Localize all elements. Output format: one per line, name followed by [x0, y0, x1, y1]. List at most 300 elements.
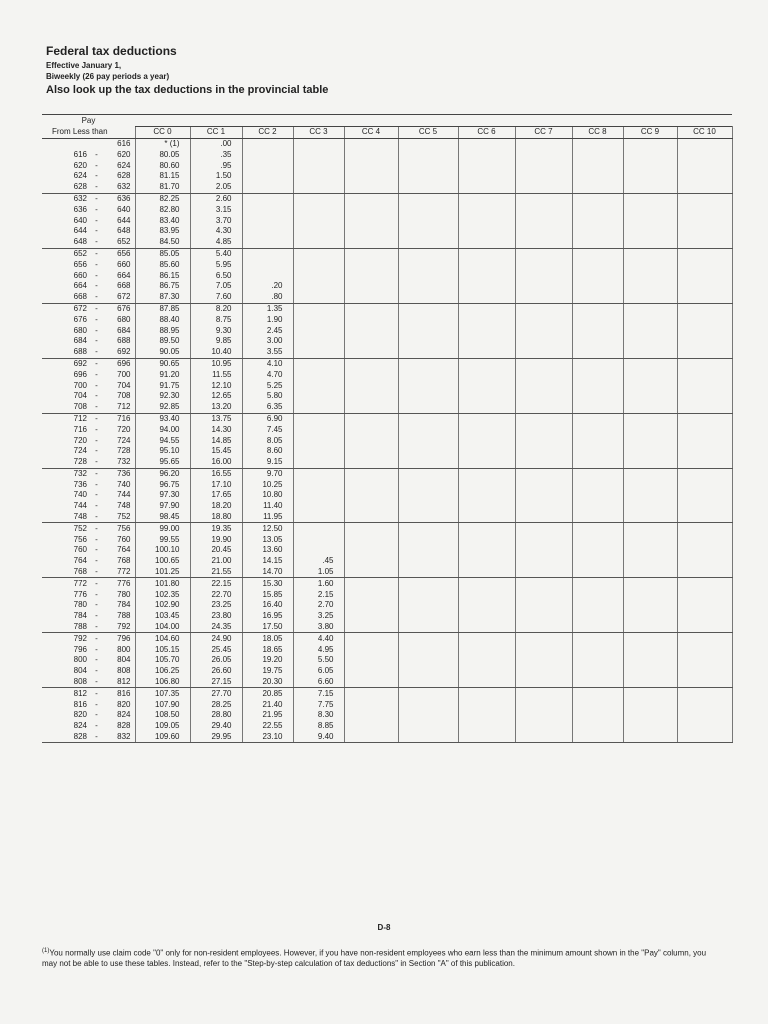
table-row — [42, 622, 732, 633]
deduction-cc6 — [458, 149, 515, 160]
deduction-cc5 — [398, 171, 458, 182]
pay-less-than: 760 — [117, 534, 131, 544]
deduction-cc3 — [293, 457, 344, 468]
pay-from: 624 — [73, 171, 87, 181]
deduction-cc7 — [515, 710, 572, 721]
footnote — [42, 946, 722, 969]
deduction-cc8 — [572, 358, 623, 369]
deduction-cc5 — [398, 732, 458, 743]
table-row — [42, 446, 732, 457]
deduction-cc5 — [398, 490, 458, 501]
deduction-cc0: 101.80 — [135, 578, 190, 589]
deduction-cc2: 12.50 — [242, 523, 293, 534]
pay-less-than: 776 — [117, 578, 131, 588]
deduction-cc10 — [677, 270, 732, 281]
deduction-cc6 — [458, 424, 515, 435]
deduction-cc1: 23.80 — [190, 611, 242, 622]
deduction-cc9 — [623, 237, 677, 248]
deduction-cc7 — [515, 325, 572, 336]
table-row — [42, 523, 732, 534]
deduction-cc1: 19.35 — [190, 523, 242, 534]
deduction-cc2 — [242, 259, 293, 270]
deduction-cc5 — [398, 435, 458, 446]
deduction-cc0: 88.40 — [135, 314, 190, 325]
pay-from: 740 — [73, 490, 87, 500]
deduction-cc9 — [623, 248, 677, 259]
pay-less-than: 692 — [103, 347, 135, 358]
deduction-cc3 — [293, 160, 344, 171]
deduction-cc5 — [398, 556, 458, 567]
deduction-cc5 — [398, 699, 458, 710]
deduction-cc7 — [515, 347, 572, 358]
deduction-cc5 — [398, 721, 458, 732]
deduction-cc10 — [677, 292, 732, 303]
deduction-cc2: .80 — [242, 292, 293, 303]
deduction-cc8 — [572, 490, 623, 501]
deduction-cc6 — [458, 336, 515, 347]
page-number: D-8 — [377, 923, 391, 932]
deduction-cc3 — [293, 534, 344, 545]
deduction-cc9 — [623, 446, 677, 457]
range-dash: - — [95, 259, 98, 269]
deduction-cc0: 91.20 — [135, 369, 190, 380]
pay-from: 808 — [42, 677, 90, 688]
table-row — [42, 611, 732, 622]
deduction-cc4 — [344, 490, 398, 501]
deduction-cc10 — [677, 193, 732, 204]
deduction-cc9 — [623, 721, 677, 732]
pay-from: 684 — [73, 336, 87, 346]
pay-less-than: 676 — [117, 303, 131, 313]
column-header-cc4: CC 4 — [344, 126, 398, 138]
pay-from: 792 — [73, 633, 87, 643]
deduction-cc8 — [572, 413, 623, 424]
deduction-cc3 — [293, 545, 344, 556]
deduction-cc4 — [344, 303, 398, 314]
table-row — [42, 578, 732, 589]
deduction-cc2: 19.75 — [242, 666, 293, 677]
range-dash: - — [90, 457, 103, 468]
deduction-cc7 — [515, 281, 572, 292]
deduction-cc0: 97.30 — [135, 490, 190, 501]
deduction-cc5 — [398, 336, 458, 347]
deduction-cc6 — [458, 677, 515, 688]
range-dash: - — [95, 644, 98, 654]
range-dash: - — [95, 435, 98, 445]
deduction-cc8 — [572, 688, 623, 699]
deduction-cc3 — [293, 171, 344, 182]
deduction-cc9 — [623, 479, 677, 490]
deduction-cc10 — [677, 303, 732, 314]
deduction-cc1: 5.95 — [190, 259, 242, 270]
pay-less-than: 648 — [117, 226, 131, 236]
deduction-cc7 — [515, 556, 572, 567]
deduction-cc6 — [458, 732, 515, 743]
deduction-cc5 — [398, 457, 458, 468]
deduction-cc3: 4.40 — [293, 633, 344, 644]
deduction-cc8 — [572, 699, 623, 710]
deduction-cc9 — [623, 666, 677, 677]
deduction-cc3 — [293, 193, 344, 204]
deduction-cc9 — [623, 149, 677, 160]
deduction-cc7 — [515, 523, 572, 534]
deduction-cc6 — [458, 347, 515, 358]
deduction-cc6 — [458, 611, 515, 622]
document-title: Federal tax deductions — [46, 44, 177, 58]
deduction-cc10 — [677, 226, 732, 237]
range-dash: - — [95, 655, 98, 665]
pay-from: 768 — [42, 567, 90, 578]
deduction-cc7 — [515, 149, 572, 160]
table-row — [42, 479, 732, 490]
deduction-cc2: 18.65 — [242, 644, 293, 655]
deduction-cc7 — [515, 226, 572, 237]
deduction-cc9 — [623, 325, 677, 336]
range-dash: - — [90, 182, 103, 193]
deduction-cc4 — [344, 248, 398, 259]
deduction-cc7 — [515, 501, 572, 512]
pay-from: 760 — [73, 545, 87, 555]
deduction-cc10 — [677, 567, 732, 578]
deduction-cc4 — [344, 160, 398, 171]
pay-from: 816 — [73, 699, 87, 709]
deduction-cc8 — [572, 479, 623, 490]
deduction-cc0: 88.95 — [135, 325, 190, 336]
pay-from: 748 — [42, 512, 90, 523]
deduction-cc4 — [344, 732, 398, 743]
deduction-cc3: 7.75 — [293, 699, 344, 710]
deduction-cc4 — [344, 523, 398, 534]
deduction-cc4 — [344, 457, 398, 468]
deduction-cc6 — [458, 435, 515, 446]
deduction-cc5 — [398, 182, 458, 193]
range-dash: - — [95, 556, 98, 566]
range-dash: - — [95, 369, 98, 379]
pay-less-than: 800 — [117, 644, 131, 654]
column-header-cc6: CC 6 — [458, 126, 515, 138]
deduction-cc6 — [458, 578, 515, 589]
deduction-cc0: 86.15 — [135, 270, 190, 281]
pay-from: 804 — [73, 666, 87, 676]
deduction-cc9 — [623, 589, 677, 600]
deduction-cc2: 7.45 — [242, 424, 293, 435]
deduction-cc4 — [344, 237, 398, 248]
deduction-cc8 — [572, 633, 623, 644]
deduction-cc3: 5.50 — [293, 655, 344, 666]
deduction-cc6 — [458, 490, 515, 501]
pay-from: 696 — [73, 369, 87, 379]
deduction-cc5 — [398, 688, 458, 699]
pay-less-than: 824 — [117, 710, 131, 720]
deduction-cc1: 21.55 — [190, 567, 242, 578]
deduction-cc0: 92.30 — [135, 391, 190, 402]
deduction-cc10 — [677, 534, 732, 545]
deduction-cc6 — [458, 369, 515, 380]
pay-from: 648 — [42, 237, 90, 248]
deduction-cc10 — [677, 490, 732, 501]
deduction-cc2: 16.95 — [242, 611, 293, 622]
deduction-cc7 — [515, 512, 572, 523]
deduction-cc2: 9.70 — [242, 468, 293, 479]
table-row — [42, 655, 732, 666]
deduction-cc5 — [398, 149, 458, 160]
range-dash: - — [95, 699, 98, 709]
table-row — [42, 215, 732, 226]
deduction-cc0: 85.05 — [135, 248, 190, 259]
deduction-cc3 — [293, 523, 344, 534]
pay-from: 668 — [42, 292, 90, 303]
deduction-cc8 — [572, 314, 623, 325]
range-dash: - — [95, 721, 98, 731]
deduction-cc7 — [515, 468, 572, 479]
deduction-cc5 — [398, 215, 458, 226]
table-row — [42, 303, 732, 314]
deduction-cc6 — [458, 171, 515, 182]
deduction-cc5 — [398, 523, 458, 534]
deduction-cc6 — [458, 248, 515, 259]
deduction-cc2: 10.80 — [242, 490, 293, 501]
deduction-cc2: 8.60 — [242, 446, 293, 457]
deduction-cc7 — [515, 446, 572, 457]
deduction-cc5 — [398, 545, 458, 556]
range-dash: - — [95, 303, 98, 313]
deduction-cc6 — [458, 204, 515, 215]
deduction-cc7 — [515, 457, 572, 468]
deduction-cc2: 15.30 — [242, 578, 293, 589]
pay-less-than: 804 — [117, 655, 131, 665]
deduction-cc10 — [677, 468, 732, 479]
pay-less-than: 672 — [103, 292, 135, 303]
deduction-cc3 — [293, 424, 344, 435]
deduction-cc3 — [293, 149, 344, 160]
deduction-cc10 — [677, 391, 732, 402]
deduction-cc1: 5.40 — [190, 248, 242, 259]
deduction-cc3 — [293, 248, 344, 259]
deduction-cc0: 102.90 — [135, 600, 190, 611]
deduction-cc8 — [572, 259, 623, 270]
deduction-cc1: 6.50 — [190, 270, 242, 281]
pay-less-than: 616 — [117, 138, 131, 148]
deduction-cc0: 83.95 — [135, 226, 190, 237]
deduction-cc2: 20.30 — [242, 677, 293, 688]
deduction-cc6 — [458, 138, 515, 149]
deduction-cc9 — [623, 171, 677, 182]
deduction-cc3: 3.25 — [293, 611, 344, 622]
range-dash: - — [95, 666, 98, 676]
deduction-cc6 — [458, 160, 515, 171]
deduction-cc5 — [398, 611, 458, 622]
deduction-cc7 — [515, 545, 572, 556]
range-dash: - — [90, 732, 103, 743]
deduction-cc1: 29.95 — [190, 732, 242, 743]
pay-less-than: 668 — [117, 281, 131, 291]
deduction-cc2: 1.35 — [242, 303, 293, 314]
deduction-cc8 — [572, 545, 623, 556]
deduction-cc4 — [344, 600, 398, 611]
deduction-cc10 — [677, 171, 732, 182]
deduction-cc3 — [293, 347, 344, 358]
table-row — [42, 160, 732, 171]
pay-less-than: 680 — [117, 314, 131, 324]
deduction-cc4 — [344, 314, 398, 325]
deduction-cc9 — [623, 303, 677, 314]
deduction-cc10 — [677, 182, 732, 193]
pay-from: 728 — [42, 457, 90, 468]
deduction-cc9 — [623, 644, 677, 655]
range-dash: - — [95, 226, 98, 236]
deduction-cc4 — [344, 534, 398, 545]
deduction-cc5 — [398, 479, 458, 490]
table-row — [42, 721, 732, 732]
deduction-cc2: 6.35 — [242, 402, 293, 413]
range-dash: - — [90, 622, 103, 633]
deduction-cc10 — [677, 446, 732, 457]
deduction-cc7 — [515, 534, 572, 545]
pay-less-than: 628 — [117, 171, 131, 181]
deduction-cc3: .45 — [293, 556, 344, 567]
deduction-cc9 — [623, 193, 677, 204]
deduction-cc8 — [572, 534, 623, 545]
deduction-cc10 — [677, 314, 732, 325]
pay-from: 800 — [73, 655, 87, 665]
footnote-marker: (1) — [42, 948, 50, 954]
pay-from: 616 — [73, 149, 87, 159]
deduction-cc0: 93.40 — [135, 413, 190, 424]
table-row — [42, 237, 732, 248]
deduction-cc10 — [677, 248, 732, 259]
deduction-cc7 — [515, 688, 572, 699]
deduction-cc9 — [623, 688, 677, 699]
pay-less-than: 812 — [103, 677, 135, 688]
deduction-cc10 — [677, 710, 732, 721]
deduction-cc7 — [515, 677, 572, 688]
deduction-cc10 — [677, 413, 732, 424]
deduction-cc5 — [398, 347, 458, 358]
deduction-cc10 — [677, 237, 732, 248]
deduction-cc10 — [677, 424, 732, 435]
deduction-cc10 — [677, 479, 732, 490]
deduction-cc5 — [398, 501, 458, 512]
table-row — [42, 666, 732, 677]
deduction-cc1: 26.05 — [190, 655, 242, 666]
deduction-cc9 — [623, 710, 677, 721]
deduction-cc6 — [458, 512, 515, 523]
deduction-cc8 — [572, 501, 623, 512]
pay-from: 736 — [73, 479, 87, 489]
deduction-cc10 — [677, 347, 732, 358]
deduction-cc0: 82.25 — [135, 193, 190, 204]
pay-from: 784 — [73, 611, 87, 621]
deduction-cc6 — [458, 600, 515, 611]
deduction-cc2: 18.05 — [242, 633, 293, 644]
deduction-cc6 — [458, 325, 515, 336]
deduction-cc4 — [344, 435, 398, 446]
deduction-cc6 — [458, 391, 515, 402]
table-row — [42, 281, 732, 292]
deduction-cc6 — [458, 358, 515, 369]
deduction-cc8 — [572, 391, 623, 402]
range-dash: - — [95, 325, 98, 335]
deduction-cc9 — [623, 622, 677, 633]
pay-less-than: 820 — [117, 699, 131, 709]
deduction-cc7 — [515, 270, 572, 281]
deduction-cc7 — [515, 303, 572, 314]
deduction-cc4 — [344, 666, 398, 677]
range-dash: - — [95, 479, 98, 489]
deduction-cc0: 95.10 — [135, 446, 190, 457]
deduction-cc4 — [344, 655, 398, 666]
deduction-cc10 — [677, 369, 732, 380]
pay-from: 620 — [73, 160, 87, 170]
deduction-cc9 — [623, 633, 677, 644]
deduction-cc6 — [458, 644, 515, 655]
deduction-cc4 — [344, 721, 398, 732]
deduction-cc2: 11.40 — [242, 501, 293, 512]
deduction-cc9 — [623, 490, 677, 501]
table-row — [42, 424, 732, 435]
pay-from: 828 — [42, 732, 90, 743]
deduction-cc10 — [677, 512, 732, 523]
table-row — [42, 413, 732, 424]
deduction-cc10 — [677, 380, 732, 391]
deduction-cc3 — [293, 512, 344, 523]
deduction-cc1: 22.70 — [190, 589, 242, 600]
pay-from: 744 — [73, 501, 87, 511]
deduction-cc9 — [623, 523, 677, 534]
deduction-cc0: 86.75 — [135, 281, 190, 292]
pay-less-than: 704 — [117, 380, 131, 390]
deduction-cc9 — [623, 413, 677, 424]
deduction-cc8 — [572, 380, 623, 391]
deduction-cc3: 6.60 — [293, 677, 344, 688]
deduction-cc8 — [572, 182, 623, 193]
deduction-cc0: 100.65 — [135, 556, 190, 567]
deduction-cc1: 17.65 — [190, 490, 242, 501]
deduction-cc10 — [677, 149, 732, 160]
deduction-cc7 — [515, 391, 572, 402]
table-row — [42, 369, 732, 380]
deduction-cc3: 2.70 — [293, 600, 344, 611]
deduction-cc4 — [344, 347, 398, 358]
deduction-cc6 — [458, 193, 515, 204]
deduction-cc7 — [515, 600, 572, 611]
range-dash: - — [90, 677, 103, 688]
pay-from: 632 — [73, 193, 87, 203]
deduction-cc10 — [677, 138, 732, 149]
deduction-cc3: 8.85 — [293, 721, 344, 732]
deduction-cc5 — [398, 413, 458, 424]
table-row — [42, 204, 732, 215]
pay-less-than: 796 — [117, 633, 131, 643]
deduction-cc3 — [293, 226, 344, 237]
deduction-cc9 — [623, 270, 677, 281]
deduction-cc9 — [623, 259, 677, 270]
deduction-cc3 — [293, 369, 344, 380]
range-dash: - — [95, 545, 98, 555]
deduction-cc1: 19.90 — [190, 534, 242, 545]
deduction-cc3: 9.40 — [293, 732, 344, 743]
column-header-cc1: CC 1 — [190, 126, 242, 138]
deduction-cc3 — [293, 281, 344, 292]
table-row — [42, 402, 732, 413]
deduction-cc10 — [677, 721, 732, 732]
deduction-cc3 — [293, 468, 344, 479]
deduction-cc4 — [344, 589, 398, 600]
pay-less-than: 624 — [117, 160, 131, 170]
table-row — [42, 457, 732, 468]
deduction-cc10 — [677, 204, 732, 215]
deduction-cc0: 89.50 — [135, 336, 190, 347]
